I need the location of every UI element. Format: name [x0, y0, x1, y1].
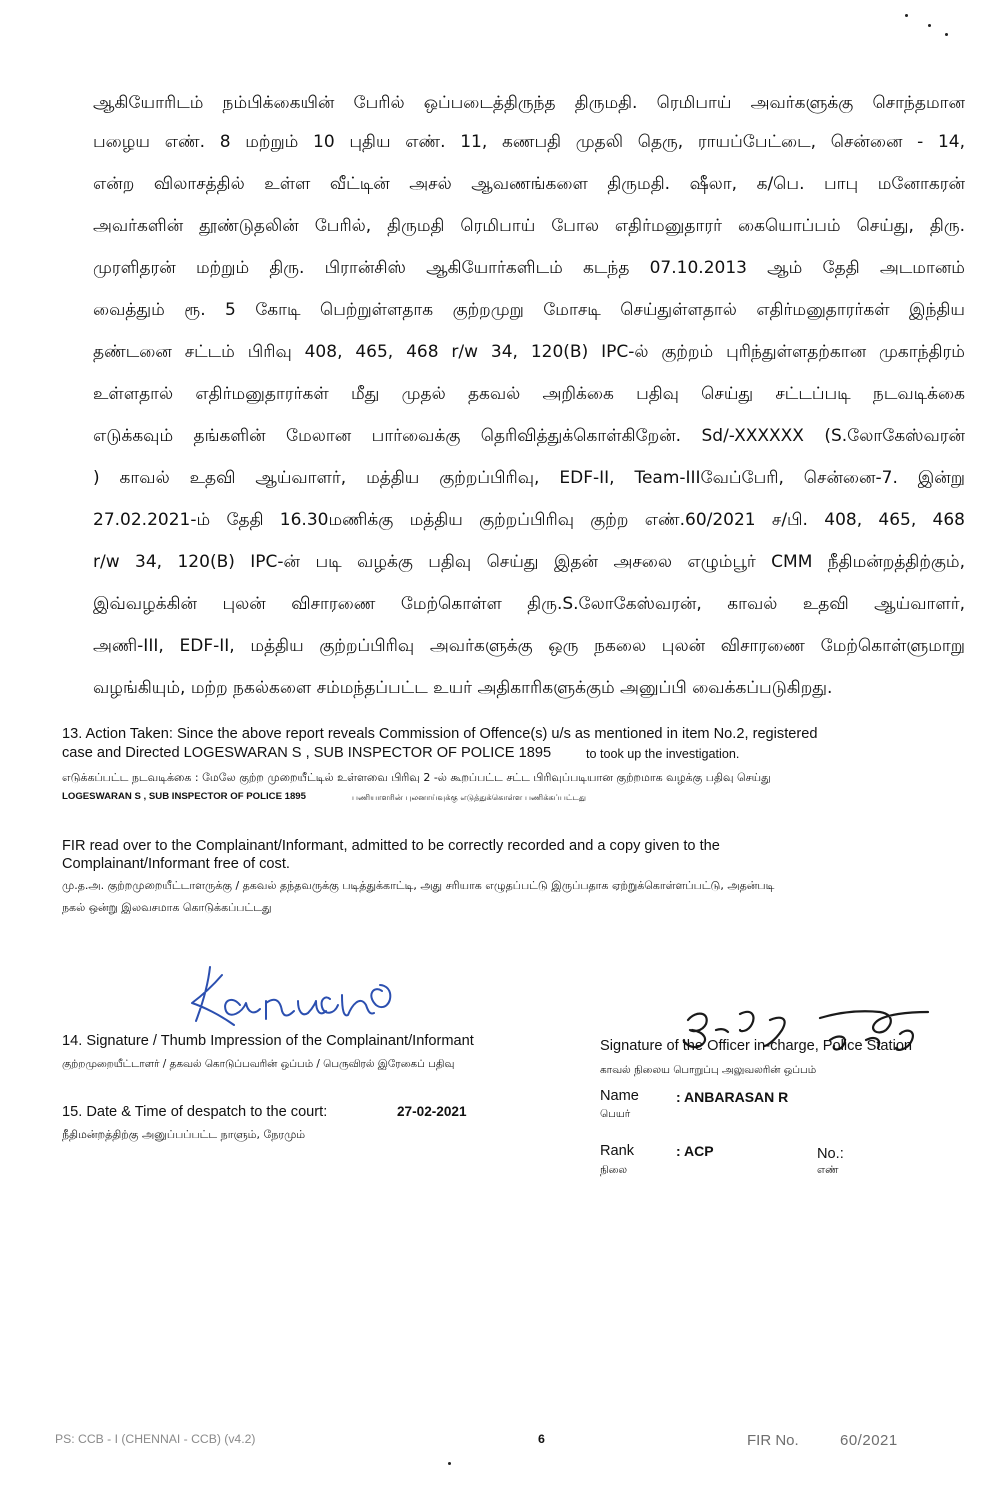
body-line: வைத்தும் ரூ. 5 கோடி பெற்றுள்ளதாக குற்றமுறு மோசடி செய்துள்ளதால் எதிர்மனுதாரர்கள் இந்திய — [93, 300, 965, 320]
action-taken-en-line1: 13. Action Taken: Since the above report reveals Commission of Offence(s) u/s as mentioned in item No.2, registered — [62, 726, 818, 742]
officer-no-label-ta: எண் — [817, 1164, 839, 1176]
scan-speck — [905, 14, 908, 17]
complainant-signature-label-ta: குற்றமுறையீட்டாளர் / தகவல் கொடுப்பவரின் ஒப்பம் / பெருவிரல் இரேகைப் பதிவு — [62, 1058, 455, 1070]
action-taken-en-line2: case and Directed LOGESWARAN S , SUB INSPECTOR OF POLICE 1895 — [62, 745, 552, 761]
officer-signature-label: Signature of the Officer in-charge, Police Station — [600, 1038, 913, 1054]
scan-speck — [928, 24, 931, 27]
despatch-date: 27-02-2021 — [397, 1104, 467, 1119]
officer-name-label: Name — [600, 1088, 639, 1104]
officer-signature — [670, 1000, 940, 1070]
despatch-label: 15. Date & Time of despatch to the court: — [62, 1104, 328, 1120]
complainant-signature — [170, 955, 470, 1035]
action-taken-ta-line2: பணியாளரின் புலனாய்வுக்கு எடுத்துக்கொள்ள பணிக்கப்பட்டது — [352, 792, 587, 802]
body-line: தண்டனை சட்டம் பிரிவு 408, 465, 468 r/w 34, 120(B) IPC-ல் குற்றம் புரிந்துள்ளதற்கான முகாந்திரம் — [93, 342, 965, 362]
officer-name-value: : ANBARASAN R — [676, 1089, 789, 1105]
body-line: அணி-III, EDF-II, மத்திய குற்றப்பிரிவு அவர்களுக்கு ஒரு நகலை புலன் விசாரணை மேற்கொள்ளுமாறு — [93, 636, 965, 656]
footer-ps: PS: CCB - I (CHENNAI - CCB) (v4.2) — [55, 1432, 256, 1446]
fir-read-ta-line1: மு.த.அ. குற்றமுறையீட்டாளருக்கு / தகவல் தந்தவருக்கு படித்துக்காட்டி, அது சரியாக எழுதப்பட்டு இருப்பதாக ஏற்றுக்கொள்ளப்பட்டு, அதன்படி — [62, 879, 775, 892]
officer-rank-label: Rank — [600, 1143, 635, 1159]
complainant-signature-label: 14. Signature / Thumb Impression of the Complainant/Informant — [62, 1033, 474, 1049]
officer-rank-value: : ACP — [676, 1143, 714, 1159]
body-line: அவர்களின் தூண்டுதலின் பேரில், திருமதி ரெமிபாய் போல எதிர்மனுதாரர் கையொப்பம் செய்து, திரு. — [93, 216, 965, 236]
action-taken-officer: LOGESWARAN S , SUB INSPECTOR OF POLICE 1895 — [62, 791, 306, 802]
officer-rank-label-ta: நிலை — [600, 1164, 628, 1176]
body-line: எடுக்கவும் தங்களின் மேலான பார்வைக்கு தெரிவித்துக்கொள்கிறேன். Sd/-XXXXXX (S.லோகேஸ்வரன் — [93, 426, 965, 446]
footer-fir-label: FIR No. — [747, 1432, 799, 1449]
body-line: ) காவல் உதவி ஆய்வாளர், மத்திய குற்றப்பிரிவு, EDF-II, Team-IIIவேப்பேரி, சென்னை-7. இன்று — [93, 468, 965, 488]
body-line: 27.02.2021-ம் தேதி 16.30மணிக்கு மத்திய குற்றப்பிரிவு குற்ற எண்.60/2021 ச/பி. 408, 465, 468 — [93, 510, 965, 530]
scan-speck — [945, 33, 948, 36]
footer-page-number: 6 — [538, 1432, 545, 1446]
body-line: பழைய எண். 8 மற்றும் 10 புதிய எண். 11, கணபதி முதலி தெரு, ராயப்பேட்டை, சென்னை - 14, — [93, 132, 965, 152]
footer-fir-number: 60/2021 — [840, 1432, 898, 1449]
fir-read-en-line1: FIR read over to the Complainant/Informant, admitted to be correctly recorded and a copy given to the — [62, 838, 720, 854]
action-taken-ta-line1: எடுக்கப்பட்ட நடவடிக்கை : மேலே குற்ற முறையீட்டில் உள்ளவை பிரிவு 2 -ல் கூறப்பட்ட சட்ட பிரிவுப்படியான குற்றமாக வழக்கு பதிவு செய்து — [62, 771, 771, 784]
body-line: என்ற விலாசத்தில் உள்ள வீட்டின் அசல் ஆவணங்களை திருமதி. ஷீலா, க/பெ. பாபு மனோகரன் — [93, 174, 965, 194]
fir-read-en-line2: Complainant/Informant free of cost. — [62, 856, 290, 872]
officer-name-label-ta: பெயர் — [600, 1108, 631, 1120]
body-line: r/w 34, 120(B) IPC-ன் படி வழக்கு பதிவு செய்து இதன் அசலை எழும்பூர் CMM நீதிமன்றத்திற்கும், — [93, 552, 965, 572]
officer-signature-label-ta: காவல் நிலைய பொறுப்பு அலுவலரின் ஒப்பம் — [600, 1064, 817, 1076]
body-line: ஆகியோரிடம் நம்பிக்கையின் பேரில் ஒப்படைத்திருந்த திருமதி. ரெமிபாய் அவர்களுக்கு சொந்தமான — [93, 93, 965, 113]
action-taken-en-line2-end: to took up the investigation. — [586, 747, 740, 761]
body-line: உள்ளதால் எதிர்மனுதாரர்கள் மீது முதல் தகவல் அறிக்கை பதிவு செய்து சட்டப்படி நடவடிக்கை — [93, 384, 965, 404]
officer-no-label: No.: — [817, 1146, 844, 1162]
body-line: முரளிதரன் மற்றும் திரு. பிரான்சிஸ் ஆகியோர்களிடம் கடந்த 07.10.2013 ஆம் தேதி அடமானம் — [93, 258, 965, 278]
despatch-label-ta: நீதிமன்றத்திற்கு அனுப்பப்பட்ட நாளும், நேரமும் — [62, 1128, 306, 1141]
body-line: இவ்வழக்கின் புலன் விசாரணை மேற்கொள்ள திரு.S.லோகேஸ்வரன், காவல் உதவி ஆய்வாளர், — [93, 594, 965, 614]
body-line: வழங்கியும், மற்ற நகல்களை சம்மந்தப்பட்ட உயர் அதிகாரிகளுக்கும் அனுப்பி வைக்கப்படுகிறது. — [93, 678, 833, 698]
scan-speck — [448, 1462, 451, 1465]
fir-read-ta-line2: நகல் ஒன்று இலவசமாக கொடுக்கப்பட்டது — [62, 901, 272, 914]
